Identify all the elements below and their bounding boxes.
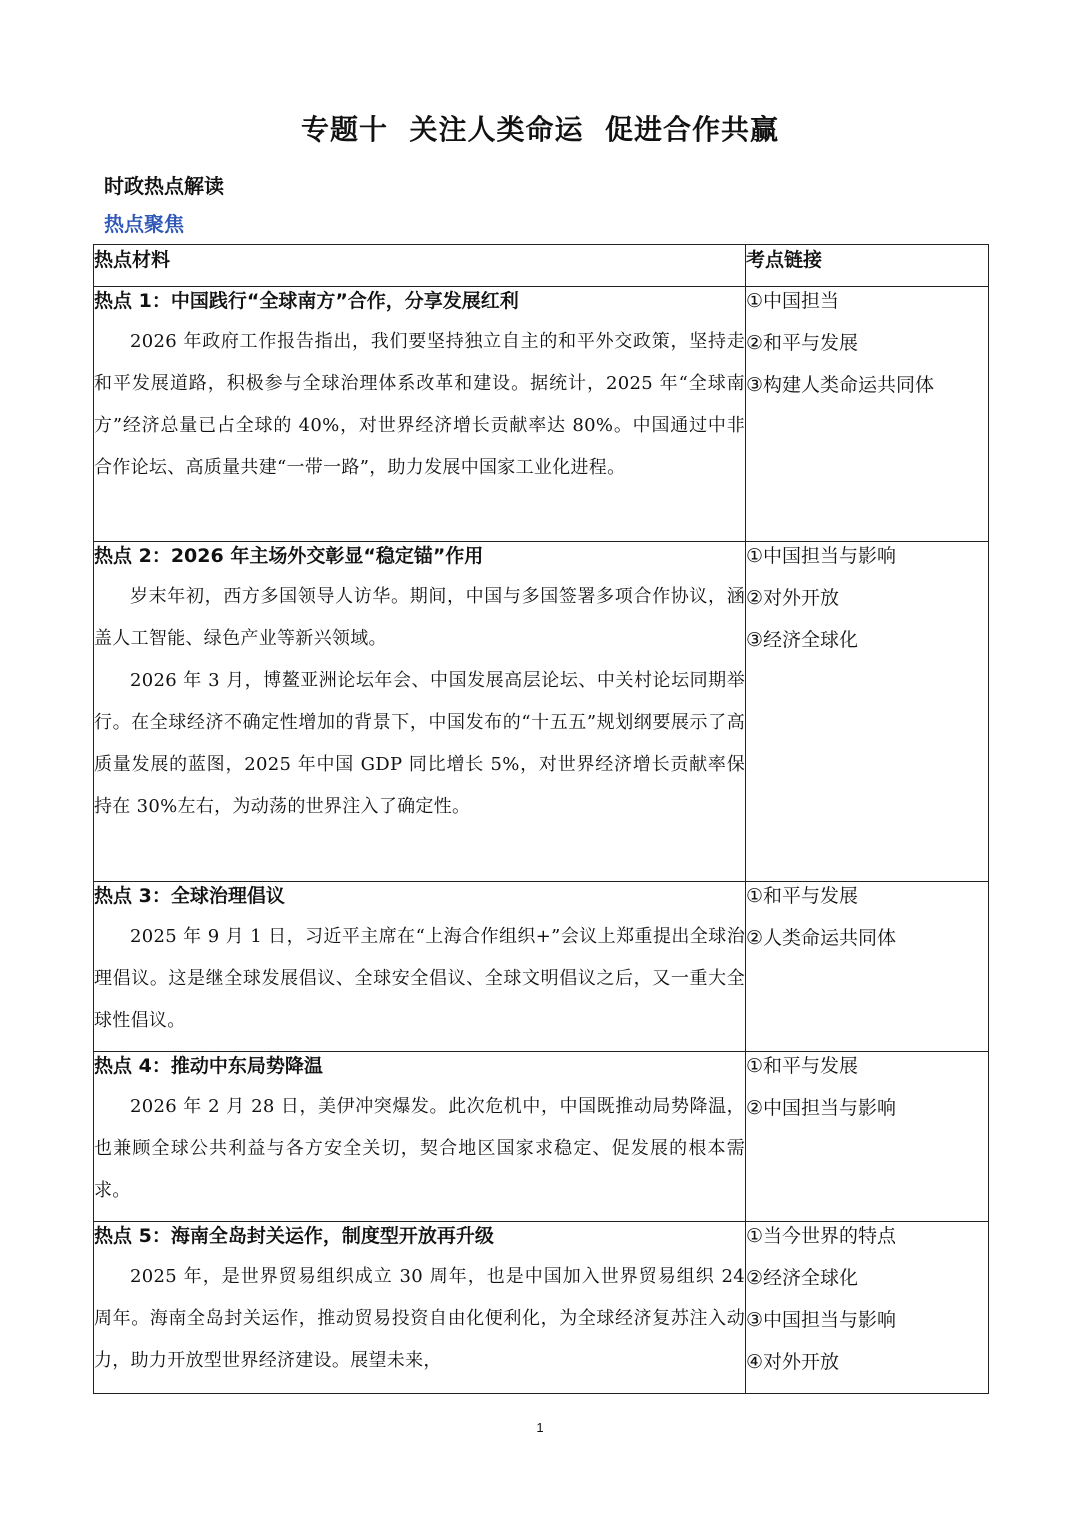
material-cell bbox=[94, 1052, 746, 1222]
table-row bbox=[94, 882, 989, 1052]
hot-topic-title: 热点 4：推动中东局势降温 bbox=[94, 1055, 323, 1077]
material-cell bbox=[94, 882, 746, 1052]
table-row bbox=[94, 1052, 989, 1222]
hot-topic-title: 热点 1：中国践行“全球南方”合作，分享发展红利 bbox=[94, 290, 519, 312]
point-item: ①中国担当 bbox=[746, 290, 840, 312]
hot-topic-paragraph: 2025 年，是世界贸易组织成立 30 周年，也是中国加入世界贸易组织 24 周年。海南全岛封关运作，推动贸易投资自由化便利化，为全球经济复苏注入动力，助力开放型世界经济建设。展望未来， bbox=[94, 1266, 745, 1371]
hot-topic-paragraph: 2026 年 3 月，博鳌亚洲论坛年会、中国发展高层论坛、中关村论坛同期举行。在全球经济不确定性增加的背景下，中国发布的“十五五”规划纲要展示了高质量发展的蓝图，2025 年中国 GDP 同比增长 5%，对世界经济增长贡献率保持在 30%左右，为动荡的世界注入了确定性。 bbox=[94, 670, 745, 817]
hot-topic-title: 热点 5：海南全岛封关运作，制度型开放再升级 bbox=[94, 1225, 494, 1247]
point-item: ②对外开放 bbox=[746, 587, 840, 609]
header-material: 热点材料 bbox=[94, 245, 746, 287]
section-heading: 时政热点解读 bbox=[104, 174, 224, 198]
hot-topic-paragraph: 岁末年初，西方多国领导人访华。期间，中国与多国签署多项合作协议，涵盖人工智能、绿色产业等新兴领域。 bbox=[94, 586, 745, 649]
point-item: ①和平与发展 bbox=[746, 885, 859, 907]
hot-topic-paragraph: 2025 年 9 月 1 日，习近平主席在“上海合作组织+”会议上郑重提出全球治理倡议。这是继全球发展倡议、全球安全倡议、全球文明倡议之后，又一重大全球性倡议。 bbox=[94, 926, 745, 1031]
header-points: 考点链接 bbox=[746, 245, 989, 287]
point-item: ③经济全球化 bbox=[746, 629, 859, 651]
hot-topic-paragraph: 2026 年 2 月 28 日，美伊冲突爆发。此次危机中，中国既推动局势降温，也兼顾全球公共利益与各方安全关切，契合地区国家求稳定、促发展的根本需求。 bbox=[94, 1096, 745, 1201]
point-item: ②人类命运共同体 bbox=[746, 927, 897, 949]
points-cell bbox=[746, 1222, 989, 1394]
point-item: ①当今世界的特点 bbox=[746, 1225, 897, 1247]
material-cell bbox=[94, 542, 746, 882]
points-cell bbox=[746, 542, 989, 882]
point-item: ④对外开放 bbox=[746, 1351, 840, 1373]
points-cell bbox=[746, 287, 989, 542]
table-row bbox=[94, 287, 989, 542]
point-item: ③构建人类命运共同体 bbox=[746, 374, 935, 396]
hot-topic-paragraph: 2026 年政府工作报告指出，我们要坚持独立自主的和平外交政策，坚持走和平发展道路，积极参与全球治理体系改革和建设。据统计，2025 年“全球南方”经济总量已占全球的 40%，对世界经济增长贡献率达 80%。中国通过中非合作论坛、高质量共建“一带一路”，助力发展中国家工业化进程。 bbox=[94, 331, 745, 478]
hot-topic-title: 热点 2：2026 年主场外交彰显“稳定锚”作用 bbox=[94, 545, 484, 567]
point-item: ②中国担当与影响 bbox=[746, 1097, 897, 1119]
page-number: 1 bbox=[536, 1420, 544, 1435]
material-cell bbox=[94, 287, 746, 542]
table-row bbox=[94, 1222, 989, 1394]
table-row bbox=[94, 542, 989, 882]
hot-topic-title: 热点 3：全球治理倡议 bbox=[94, 885, 285, 907]
point-item: ①和平与发展 bbox=[746, 1055, 859, 1077]
sub-heading-hot-focus: 热点聚焦 bbox=[104, 212, 184, 236]
document-title: 专题十 关注人类命运 促进合作共赢 bbox=[301, 113, 779, 146]
point-item: ①中国担当与影响 bbox=[746, 545, 897, 567]
points-cell bbox=[746, 882, 989, 1052]
hot-topics-table bbox=[93, 244, 989, 1394]
point-item: ③中国担当与影响 bbox=[746, 1309, 897, 1331]
points-cell bbox=[746, 1052, 989, 1222]
point-item: ②和平与发展 bbox=[746, 332, 859, 354]
material-cell bbox=[94, 1222, 746, 1394]
point-item: ②经济全球化 bbox=[746, 1267, 859, 1289]
